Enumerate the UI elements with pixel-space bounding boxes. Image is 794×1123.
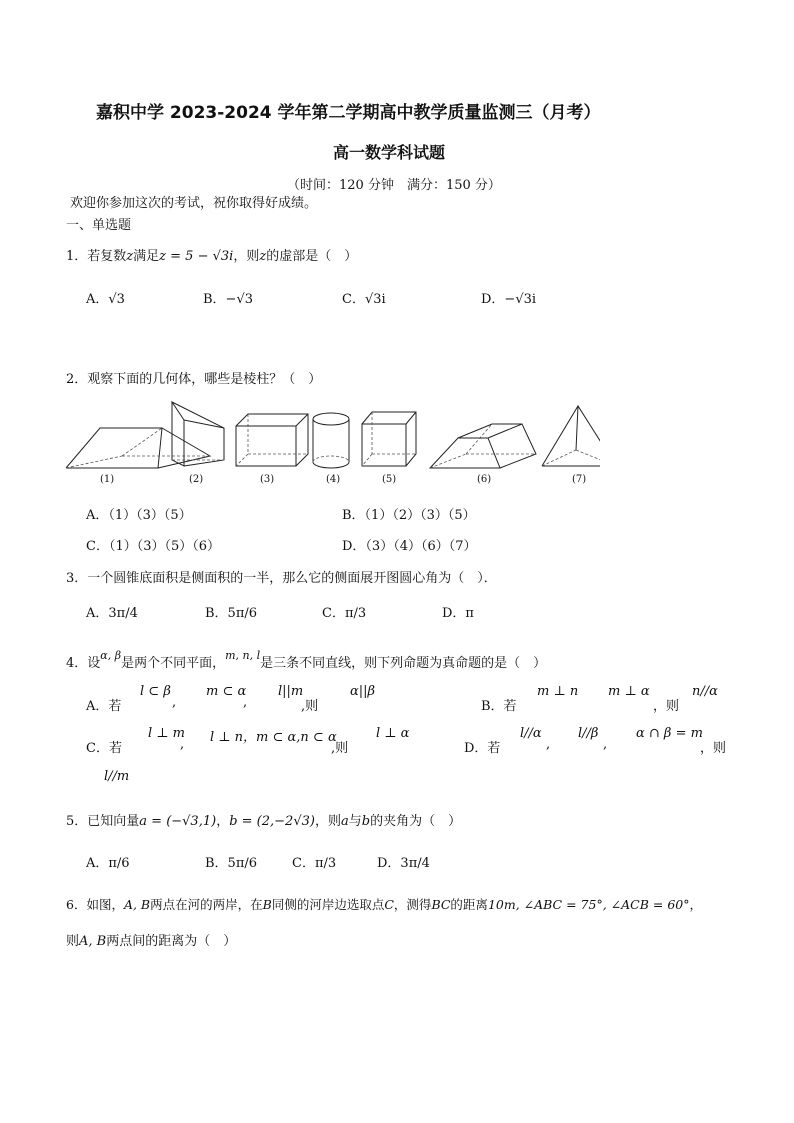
figure-5 bbox=[362, 412, 416, 466]
q4-b-premise-1: m ⊥ n bbox=[537, 684, 579, 699]
q3-option-c[interactable]: C．π/3 bbox=[322, 606, 367, 621]
figure-label-5: (5) bbox=[382, 474, 397, 485]
figure-label-6: (6) bbox=[477, 474, 492, 485]
q4-a-conclusion: α||β bbox=[350, 684, 376, 699]
question-6-line-2: 则A, B两点间的距离为（ ） bbox=[66, 934, 237, 949]
vector-a: a bbox=[340, 814, 349, 829]
comma: , bbox=[603, 737, 608, 752]
q3-option-d[interactable]: D．π bbox=[442, 606, 474, 621]
vars-mnl: m, n, l bbox=[225, 649, 261, 662]
q4-option-b[interactable]: B．若 bbox=[481, 699, 517, 714]
question-3: 3．一个圆锥底面积是侧面积的一半，那么它的侧面展开图圆心角为（ ）． bbox=[66, 571, 497, 586]
question-4: 4．设$^{\alpha, \beta}$是两个不同平面，$^{m, n, l}$是三条不同直线，则下列命题为真命题的是（ ） bbox=[66, 649, 547, 671]
q4-c-conclusion: l ⊥ α bbox=[376, 726, 410, 741]
vector-a-def: a = (−√3,1) bbox=[139, 814, 217, 829]
question-2: 2．观察下面的几何体，哪些是棱柱？（ ） bbox=[66, 372, 322, 387]
q1-option-d[interactable]: D．−√3i bbox=[481, 292, 537, 307]
q2-option-b[interactable]: B．（1）（2）（3）（5） bbox=[342, 508, 476, 523]
vector-b-def: b = (2,−2√3) bbox=[229, 814, 315, 829]
q3-option-a[interactable]: A．3π/4 bbox=[86, 606, 138, 621]
question-5: 5．已知向量a = (−√3,1)，b = (2,−2√3)，则a与b的夹角为（ ） bbox=[66, 814, 462, 829]
q5-option-d[interactable]: D．3π/4 bbox=[377, 856, 430, 871]
q5-option-c[interactable]: C．π/3 bbox=[292, 856, 337, 871]
sep: ， bbox=[216, 814, 230, 829]
q3-option-b[interactable]: B．5π/6 bbox=[205, 606, 258, 621]
figure-3 bbox=[236, 414, 308, 466]
greeting: 欢迎你参加这次的考试，祝你取得好成绩。 bbox=[70, 196, 318, 211]
exam-subtitle: 高一数学科试题 bbox=[333, 143, 446, 162]
q4-c-then: ,则 bbox=[331, 741, 349, 756]
question-1: 1．若复数z满足z = 5 − √3i，则z的虚部是（ ） bbox=[66, 249, 358, 264]
measurements: 10m, ∠ABC = 75°, ∠ACB = 60° bbox=[487, 897, 690, 912]
q4-a-then: ,则 bbox=[301, 699, 319, 714]
q4-b-premise-2: m ⊥ α bbox=[608, 684, 650, 699]
vector-b: b bbox=[361, 814, 371, 829]
figure-label-7: (7) bbox=[572, 474, 587, 485]
q2-option-a[interactable]: A．（1）（3）（5） bbox=[86, 508, 192, 523]
q4-option-a[interactable]: A．若 bbox=[86, 699, 122, 714]
comma: , bbox=[243, 695, 248, 710]
var-z: z bbox=[126, 249, 134, 264]
figure-label-3: (3) bbox=[260, 474, 275, 485]
q4-d-conclusion: l//m bbox=[104, 769, 130, 784]
q4-option-c[interactable]: C．若 bbox=[86, 741, 122, 756]
figure-6 bbox=[430, 424, 536, 468]
q1-option-c[interactable]: C．√3i bbox=[342, 292, 386, 307]
q2-option-d[interactable]: D．（3）（4）（6）（7） bbox=[342, 539, 477, 554]
figure-1 bbox=[66, 428, 210, 468]
q4-a-premise-1: l ⊂ β bbox=[140, 684, 171, 699]
q4-c-premise-2: l ⊥ n，m ⊂ α,n ⊂ α bbox=[210, 730, 337, 745]
figure-label-4: (4) bbox=[326, 474, 341, 485]
figure-7 bbox=[542, 406, 600, 466]
section-heading: 一、单选题 bbox=[66, 218, 132, 233]
segment-bc: BC bbox=[431, 897, 451, 912]
q4-a-premise-3: l||m bbox=[278, 684, 304, 699]
figure-label-1: (1) bbox=[100, 474, 115, 485]
q4-c-premise-1: l ⊥ m bbox=[148, 726, 185, 741]
q1-option-b[interactable]: B．−√3 bbox=[203, 292, 254, 307]
q4-d-then: ，则 bbox=[700, 741, 727, 756]
comma: , bbox=[546, 737, 551, 752]
question-6-line-1: 6．如图，A, B两点在河的两岸，在B同侧的河岸边选取点C，测得BC的距离10m, ∠ABC = 75°, ∠ACB = 60°， bbox=[66, 897, 702, 912]
vars-alpha-beta: α, β bbox=[100, 649, 122, 662]
q4-b-then: ，则 bbox=[653, 699, 680, 714]
point-c: C bbox=[384, 897, 394, 912]
equation: z = 5 − √3i bbox=[159, 249, 234, 264]
q2-option-c[interactable]: C．（1）（3）（5）（6） bbox=[86, 539, 221, 554]
q5-option-b[interactable]: B．5π/6 bbox=[205, 856, 258, 871]
exam-info: （时间：120 分钟 满分：150 分） bbox=[287, 178, 501, 193]
points-ab-2: A, B bbox=[79, 934, 107, 949]
q5-option-a[interactable]: A．π/6 bbox=[86, 856, 130, 871]
point-b: B bbox=[262, 897, 272, 912]
var-z-2: z bbox=[259, 249, 267, 264]
q4-option-d[interactable]: D．若 bbox=[464, 741, 501, 756]
points-ab: A, B bbox=[123, 897, 151, 912]
figure-label-2: (2) bbox=[189, 474, 204, 485]
exam-title: 嘉积中学 2023-2024 学年第二学期高中教学质量监测三（月考） bbox=[96, 103, 601, 123]
q4-d-premise-2: l//β bbox=[578, 726, 599, 741]
q4-a-premise-2: m ⊂ α bbox=[206, 684, 247, 699]
comma: , bbox=[172, 695, 177, 710]
q4-d-premise-1: l//α bbox=[520, 726, 542, 741]
q4-b-conclusion: n//α bbox=[692, 684, 718, 699]
q1-option-a[interactable]: A．√3 bbox=[86, 292, 125, 307]
q4-d-premise-3: α ∩ β = m bbox=[636, 726, 703, 741]
figure-4 bbox=[313, 413, 349, 468]
comma: , bbox=[180, 737, 185, 752]
